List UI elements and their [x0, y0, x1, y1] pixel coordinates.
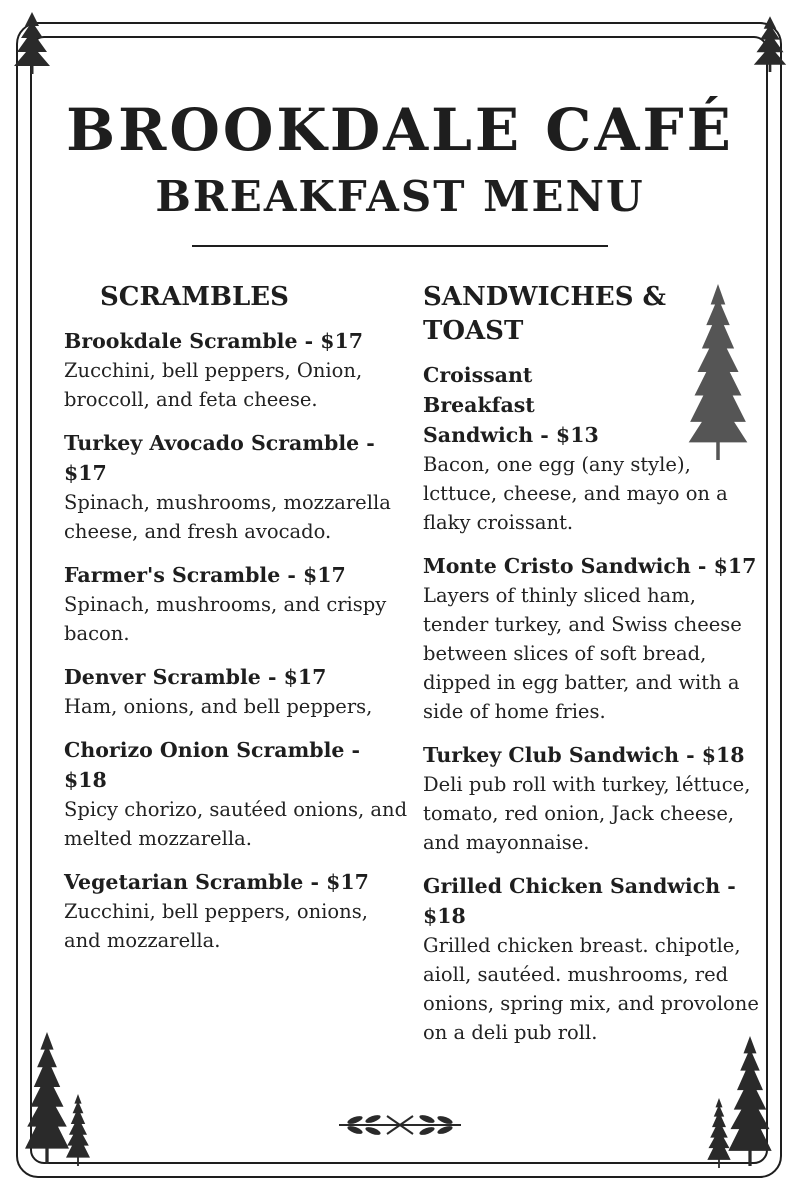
menu-item: [64, 326, 409, 414]
menu-item: [64, 867, 409, 955]
title-divider: [192, 245, 608, 247]
menu-item: [423, 551, 763, 726]
cafe-name: BROOKDALE CAFÉ: [66, 96, 734, 164]
menu-item: [64, 662, 409, 721]
section-title: SANDWICHES & TOAST: [423, 282, 667, 346]
menu-item-description: Grilled chicken breast. chipotle, aioll, sautéed. mushrooms, red onions, spring mix, and provolone on a deli pub roll.: [423, 934, 759, 1044]
menu-item-description: Layers of thinly sliced ham, tender turkey, and Swiss cheese between slices of soft bread, dipped in egg batter, and with a side of home fries.: [423, 584, 742, 723]
menu-item-description: Zucchini, bell peppers, onions, and mozzarella.: [64, 900, 368, 952]
laurel-sprig-icon: [335, 1110, 465, 1140]
menu-item: [64, 735, 409, 853]
menu-item: [423, 360, 763, 537]
menu-item-name: Monte Cristo Sandwich - $17: [423, 554, 757, 578]
menu-item-name: Brookdale Scramble - $17: [64, 329, 364, 353]
scrambles-section: [64, 280, 409, 969]
sandwiches-section: [423, 280, 763, 1061]
menu-item-description: Spinach, mushrooms, and crispy bacon.: [64, 593, 387, 645]
menu-item-name: Farmer's Scramble - $17: [64, 563, 346, 587]
menu-item-name: Grilled Chicken Sandwich - $18: [423, 874, 736, 928]
menu-title: BREAKFAST MENU: [155, 172, 645, 221]
menu-item-name: Turkey Avocado Scramble - $17: [64, 431, 375, 485]
menu-item-description: Zucchini, bell peppers, Onion, broccoll, and feta cheese.: [64, 359, 363, 411]
menu-item-name: Chorizo Onion Scramble - $18: [64, 738, 361, 792]
section-title: SCRAMBLES: [100, 282, 289, 312]
menu-item-description: Bacon, one egg (any style), lcttuce, cheese, and mayo on a flaky croissant.: [423, 453, 728, 534]
menu-item: [64, 428, 409, 546]
menu-item-description: Spicy chorizo, sautéed onions, and melted mozzarella.: [64, 798, 408, 850]
menu-item-name: Croissant Breakfast Sandwich - $13: [423, 363, 599, 447]
pine-tree-icon: [62, 1094, 94, 1166]
menu-item-description: Ham, onions, and bell peppers,: [64, 695, 373, 718]
menu-item-name: Denver Scramble - $17: [64, 665, 327, 689]
menu-item-description: Deli pub roll with turkey, léttuce, tomato, red onion, Jack cheese, and mayonnaise.: [423, 773, 751, 854]
menu-item: [423, 871, 763, 1047]
menu-item-name: Turkey Club Sandwich - $18: [423, 743, 745, 767]
pine-tree-icon: [12, 12, 52, 76]
menu-item: [423, 740, 763, 857]
pine-tree-icon: [752, 14, 788, 76]
menu-item-name: Vegetarian Scramble - $17: [64, 870, 369, 894]
menu-item: [64, 560, 409, 648]
menu-item-description: Spinach, mushrooms, mozzarella cheese, and fresh avocado.: [64, 491, 391, 543]
